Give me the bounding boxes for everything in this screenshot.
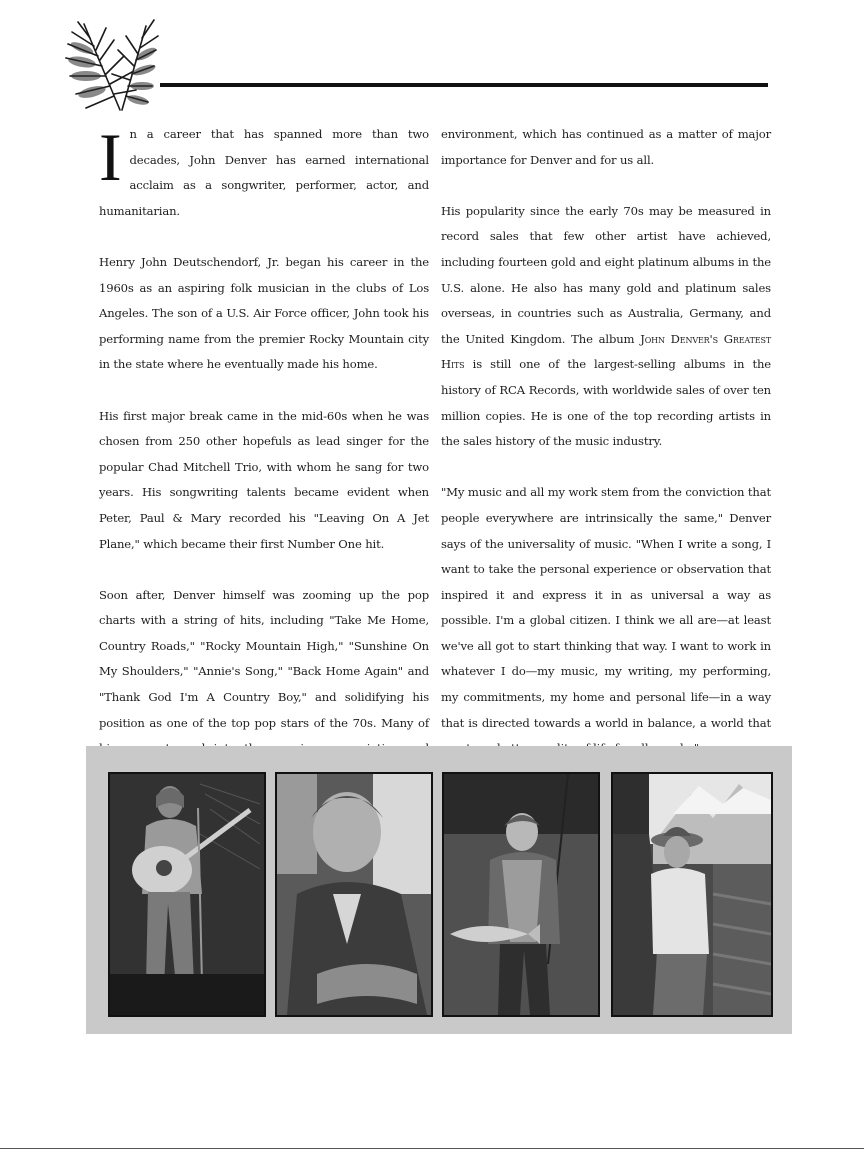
photo-fishing	[442, 772, 600, 1017]
fern-icon	[62, 14, 160, 114]
body-paragraph	[441, 199, 771, 455]
photo-portrait	[275, 772, 433, 1017]
quote-paragraph: "My music and all my work stem from the conviction that people everywhere are intrinsically the same," Denver says of the universality of music. "When I write a song, I want to take the personal experience or observation that inspired it and express it in as universal a way as possible. I'm a global citizen. I think we all are—at least we've all got to start thinking that way. I want to work in whatever I do—my music, my writing, my performing, my commitments, my home and personal life—in a way that is directed towards a world in balance, a world that	[441, 485, 771, 730]
intro-text: n a career that has spanned more than two decades, John Denver has earned international acclaim as a songwriter, performer, actor, and humanitarian.	[99, 127, 429, 218]
body-paragraph: Henry John Deutschendorf, Jr. began his career in the 1960s as an aspiring folk musician in the clubs of Los Angeles. The son of a U.S. Air Force officer, John took his performing name from the premier Rocky Mountain city in the state where he eventually made his home.	[99, 254, 429, 372]
photo-band	[86, 746, 792, 1034]
paragraph-text: is still one of the largest-selling albums in the history of RCA Records, with worldwide sales of over ten million copies. He is one of the top recording artists in the sales history of the music industry.	[441, 357, 771, 449]
body-paragraph: His first major break came in the mid-60s when he was chosen from 250 other hopefuls as lead singer for the popular Chad Mitchell Trio, with whom he sang for two years. His songwriting talents became evident when Peter, Paul & Mary recorded his "Leaving On A Jet Plane," which became their first Number One hit.	[99, 408, 429, 551]
drop-cap: I	[99, 119, 122, 195]
paragraph-text: His popularity since the early 70s may be measured in record sales that few other artist have achieved, including fourteen gold and eight platinum albums in the U.S. alone. He also has many gold and platinum sales overseas, in countries such as Australia, Germany, and the United Kingdom. The album	[441, 203, 771, 346]
album-title: John Denver's Greatest Hits	[441, 331, 771, 372]
photo-guitar-performance	[108, 772, 266, 1017]
body-paragraph: environment, which has continued as a matter of major importance for Denver and for us all.	[441, 127, 771, 167]
photo-mountain-hiker	[611, 772, 773, 1017]
right-column	[441, 122, 771, 787]
bottom-rule	[0, 1148, 864, 1149]
body-paragraph: Soon after, Denver himself was zooming up the pop charts with a string of hits, including "Take Me Home, Country Roads," "Rocky Mountain High," "Sunshine On My Shoulders," "Annie's Song," "Back Home Again" and "Thank God I'm A Country Boy," and solidifying his position as one of the top pop stars of the 70s. Many of	[99, 587, 429, 730]
left-column	[99, 119, 429, 813]
intro-paragraph	[99, 119, 429, 224]
header-rule	[160, 83, 768, 87]
